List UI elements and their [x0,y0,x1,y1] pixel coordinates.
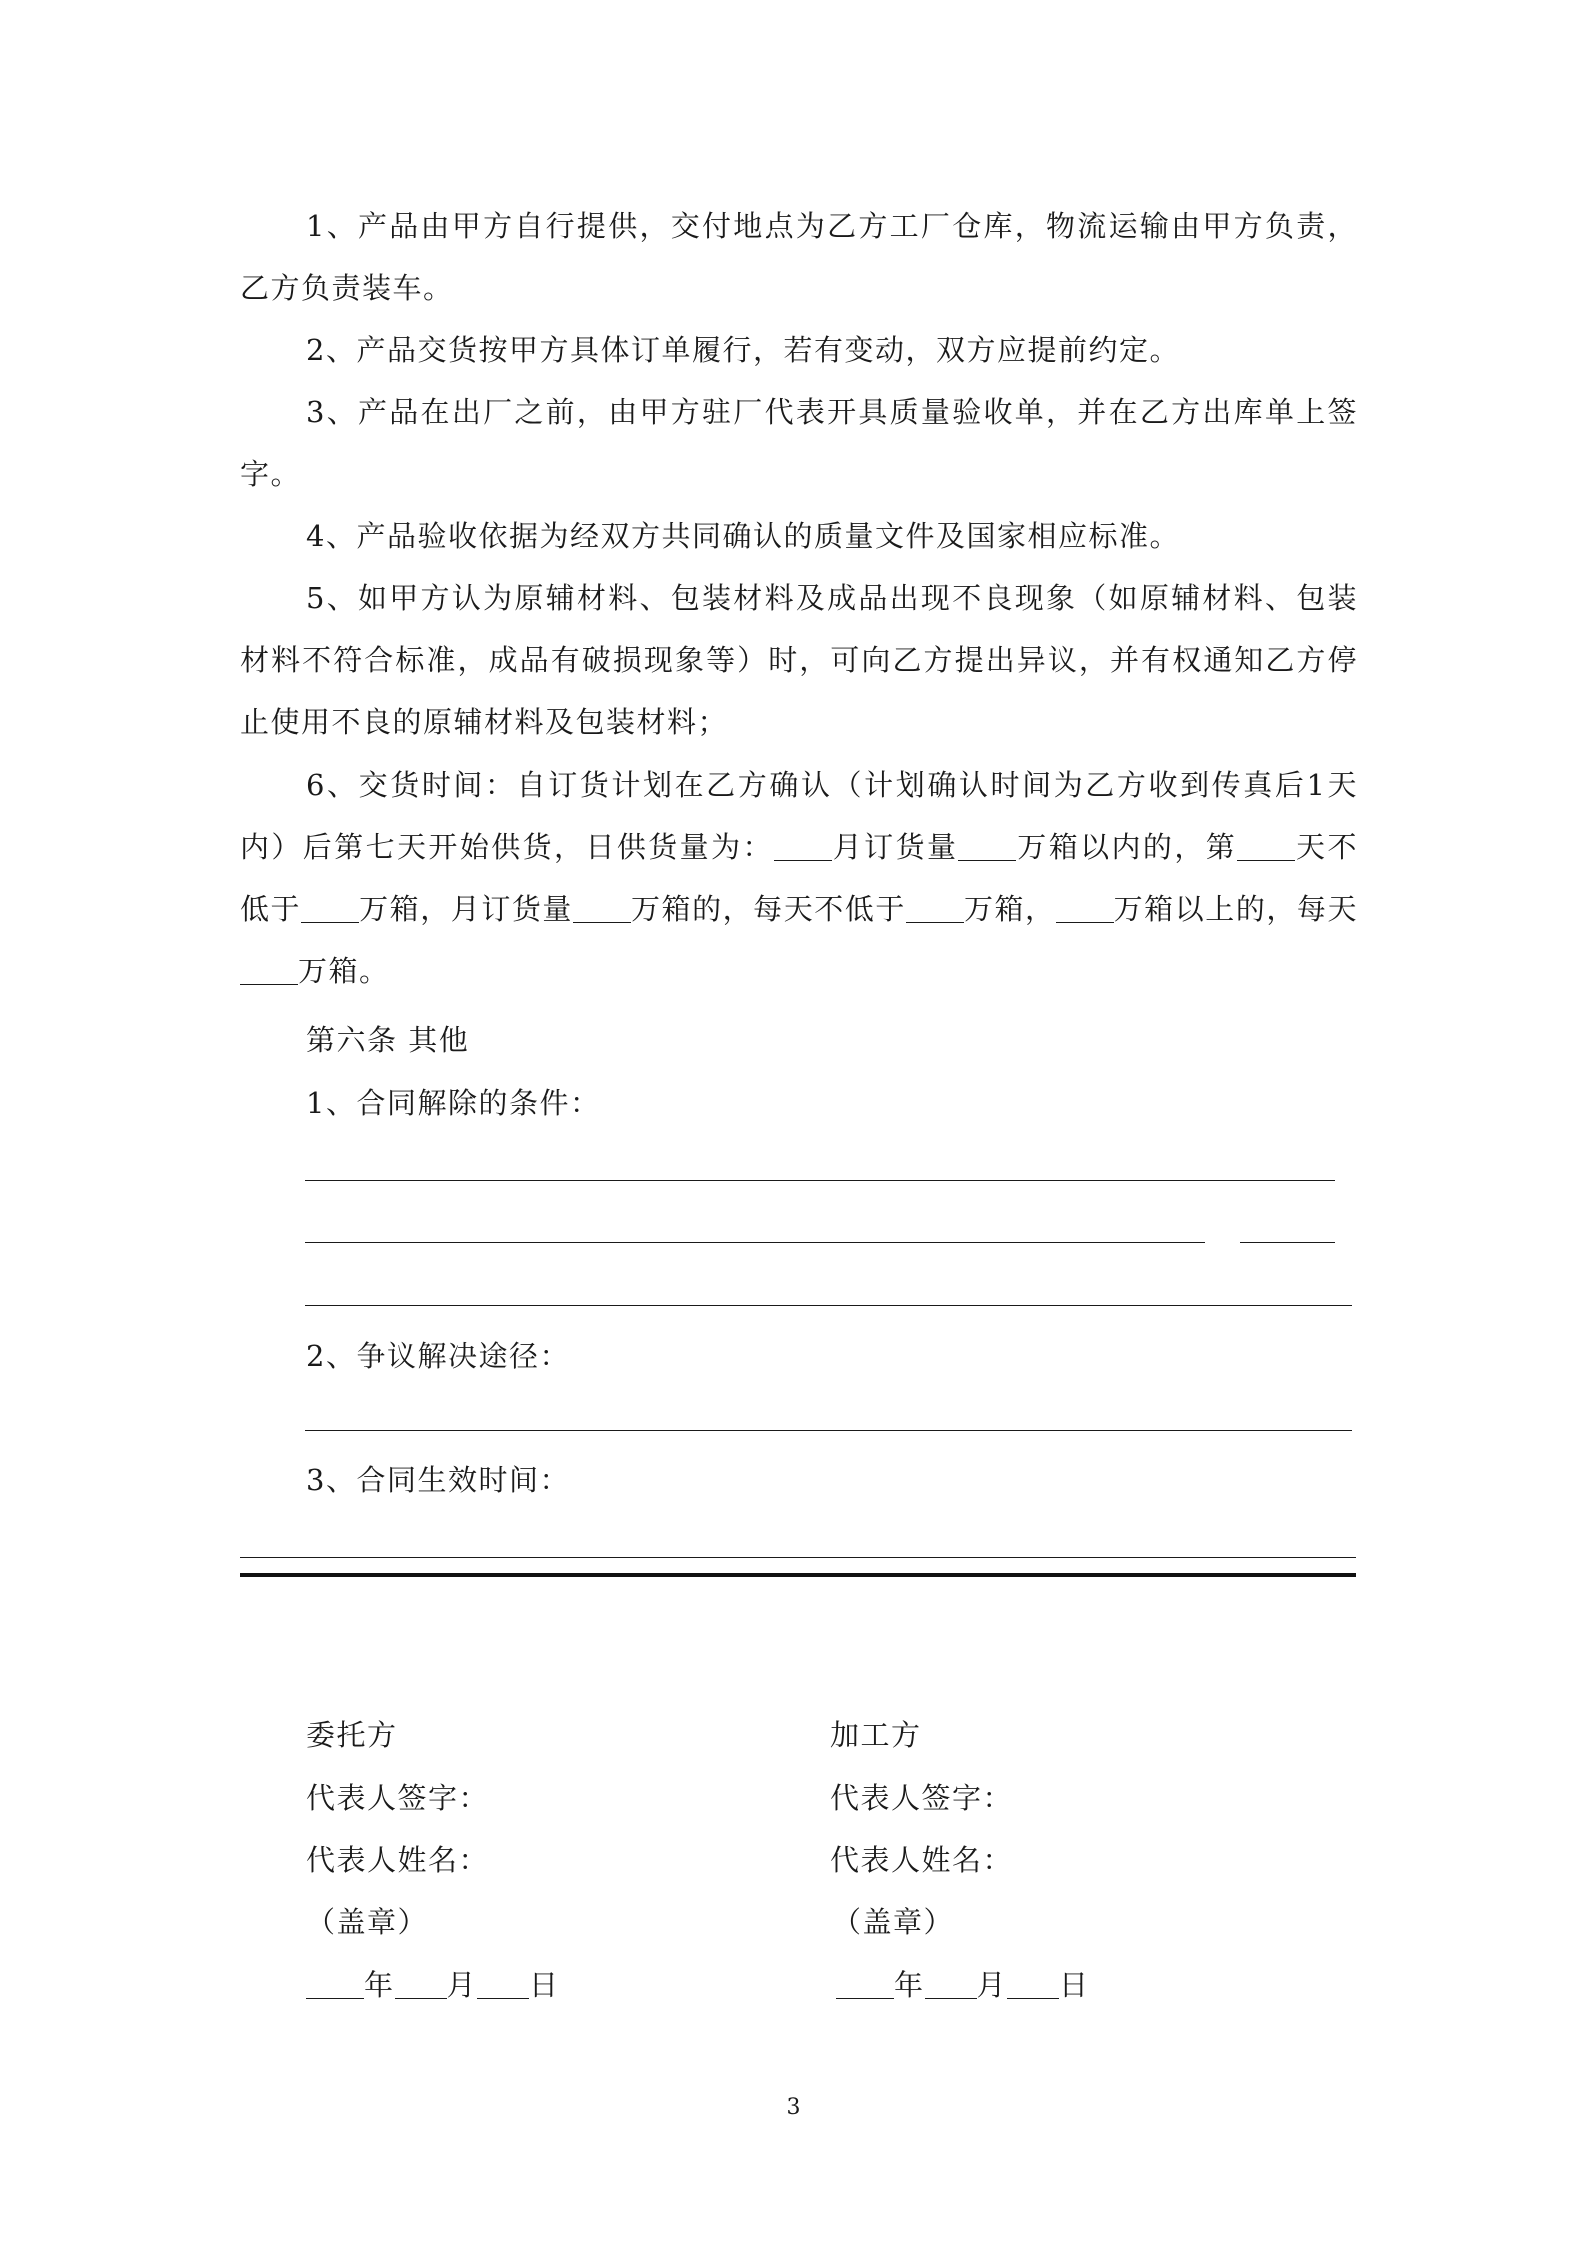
blank-field [573,892,631,923]
section-divider [240,1573,1356,1577]
blank-field [301,892,359,923]
item6-text-8: 万箱以上的，每天 [1113,892,1358,926]
processor-party-label: 加工方 [830,1718,922,1752]
blank-field [958,830,1016,861]
blank-field [395,1968,447,1999]
item6-text-7: 万箱， [963,892,1056,926]
day-label: 日 [1059,1968,1090,2002]
item6-text-4: 天不低于 [240,830,1358,926]
year-label: 年 [364,1968,395,2002]
clause-2-label: 2、争议解决途径： [306,1339,570,1373]
principal-name-label: 代表人姓名： [306,1843,490,1877]
principal-sign-label: 代表人签字： [306,1781,490,1815]
blank-line [305,1305,1352,1306]
blank-field [306,1968,364,1999]
principal-date [306,1965,560,2005]
year-label: 年 [894,1968,925,2002]
delivery-item-1: 1、产品由甲方自行提供，交付地点为乙方工厂仓库，物流运输由甲方负责，乙方负责装车。 [240,209,1358,305]
blank-line [1240,1242,1335,1243]
blank-line [305,1242,1205,1243]
blank-field [906,892,964,923]
processor-date [836,1965,1090,2005]
item6-text-3: 万箱以内的，第 [1016,830,1238,864]
item6-text-5: 万箱，月订货量 [359,892,573,926]
day-label: 日 [529,1968,560,2002]
item6-text-1: 6、交货时间：自订货计划在乙方确认（计划确认时间为乙方收到传真后1天内）后第七天开始供货，日供货量为： [240,768,1358,864]
blank-field [925,1968,977,1999]
clause-3-label: 3、合同生效时间： [306,1463,570,1497]
blank-field [774,830,832,861]
principal-seal-label: （盖章） [306,1905,429,1939]
principal-party-label: 委托方 [306,1718,398,1752]
delivery-item-2: 2、产品交货按甲方具体订单履行，若有变动，双方应提前约定。 [306,333,1180,367]
delivery-item-5: 5、如甲方认为原辅材料、包装材料及成品出现不良现象（如原辅材料、包装材料不符合标准，成品有破损现象等）时，可向乙方提出异议，并有权通知乙方停止使用不良的原辅材料及包装材料； [240,581,1358,739]
article-6-heading: 第六条 其他 [306,1023,470,1057]
blank-line [305,1180,1335,1181]
blank-field [477,1968,529,1999]
blank-line [240,1557,1356,1558]
delivery-item-4: 4、产品验收依据为经双方共同确认的质量文件及国家相应标准。 [306,519,1180,553]
processor-sign-label: 代表人签字： [830,1781,1014,1815]
item6-text-6: 万箱的，每天不低于 [630,892,906,926]
processor-name-label: 代表人姓名： [830,1843,1014,1877]
item6-text-9: 万箱。 [298,954,390,988]
blank-field [1056,892,1114,923]
blank-field [1237,830,1295,861]
blank-field [240,954,298,985]
month-label: 月 [976,1968,1008,2002]
clause-1-label: 1、合同解除的条件： [306,1086,601,1120]
blank-field [836,1968,894,1999]
month-label: 月 [446,1968,478,2002]
delivery-item-3: 3、产品在出厂之前，由甲方驻厂代表开具质量验收单，并在乙方出库单上签字。 [240,395,1358,491]
page-number: 3 [786,2095,801,2120]
item6-text-2: 月订货量 [831,830,959,864]
blank-field [1007,1968,1059,1999]
delivery-item-6 [240,754,1358,1002]
blank-line [305,1430,1352,1431]
processor-seal-label: （盖章） [832,1905,955,1939]
